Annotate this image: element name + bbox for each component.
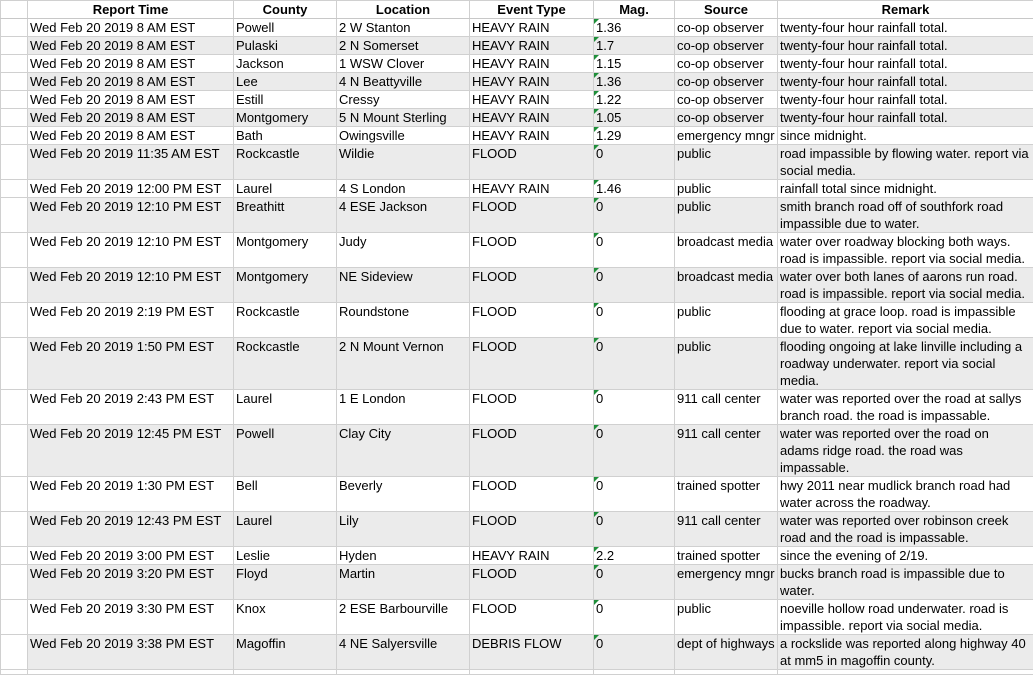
cell-location[interactable]: 2 N Somerset	[337, 37, 470, 55]
cell-mag[interactable]	[594, 303, 675, 338]
cell-mag[interactable]	[594, 477, 675, 512]
cell-event-type[interactable]: HEAVY RAIN	[470, 55, 594, 73]
cell-location[interactable]: 1 E London	[337, 390, 470, 425]
cell-event-type[interactable]: FLOOD	[470, 390, 594, 425]
cell-county[interactable]: Magoffin	[234, 635, 337, 670]
cell-mag[interactable]	[594, 233, 675, 268]
header-source[interactable]: Source	[675, 1, 778, 19]
table-row-partial	[1, 670, 1033, 675]
cell-county[interactable]: Bath	[234, 127, 337, 145]
row-header-cell[interactable]	[1, 303, 28, 338]
cell-report-time[interactable]: Wed Feb 20 2019 2:19 PM EST	[28, 303, 234, 338]
cell-source[interactable]: 911 call center	[675, 425, 778, 477]
cell-source[interactable]: co-op observer	[675, 55, 778, 73]
cell-remark[interactable]: road impassible by flowing water. report via social media.	[778, 145, 1033, 180]
cell-remark[interactable]: twenty-four hour rainfall total.	[778, 109, 1033, 127]
mag-value: 0	[596, 391, 604, 406]
row-header-cell[interactable]	[1, 565, 28, 600]
cell-source[interactable]: trained spotter	[675, 477, 778, 512]
mag-value: 1.7	[596, 38, 615, 53]
cell-source[interactable]: public	[675, 338, 778, 390]
cell-location[interactable]: 4 ESE Jackson	[337, 198, 470, 233]
cell-location[interactable]: 4 NE Salyersville	[337, 635, 470, 670]
cell-event-type[interactable]: FLOOD	[470, 512, 594, 547]
cell-county[interactable]: Floyd	[234, 565, 337, 600]
mag-value: 1.46	[596, 181, 622, 196]
empty-cell[interactable]	[675, 670, 778, 675]
cell-source[interactable]: broadcast media	[675, 268, 778, 303]
table-row	[1, 233, 1033, 268]
table-row	[1, 635, 1033, 670]
table-row	[1, 425, 1033, 477]
cell-mag[interactable]	[594, 127, 675, 145]
cell-event-type[interactable]: FLOOD	[470, 425, 594, 477]
error-indicator-icon	[594, 338, 599, 343]
cell-report-time[interactable]: Wed Feb 20 2019 8 AM EST	[28, 19, 234, 37]
empty-cell[interactable]	[1, 670, 28, 675]
cell-source[interactable]: 911 call center	[675, 512, 778, 547]
row-header-cell[interactable]	[1, 55, 28, 73]
mag-value: 1.22	[596, 92, 622, 107]
mag-value: 0	[596, 269, 604, 284]
cell-county[interactable]: Pulaski	[234, 37, 337, 55]
cell-event-type[interactable]: FLOOD	[470, 600, 594, 635]
cell-location[interactable]: Cressy	[337, 91, 470, 109]
table-row	[1, 477, 1033, 512]
row-header-cell[interactable]	[1, 180, 28, 198]
cell-report-time[interactable]: Wed Feb 20 2019 3:00 PM EST	[28, 547, 234, 565]
cell-location[interactable]: 2 ESE Barbourville	[337, 600, 470, 635]
cell-county[interactable]: Powell	[234, 425, 337, 477]
table-row	[1, 73, 1033, 91]
cell-county[interactable]: Laurel	[234, 512, 337, 547]
mag-value: 1.36	[596, 20, 622, 35]
cell-location[interactable]: Judy	[337, 233, 470, 268]
cell-county[interactable]: Knox	[234, 600, 337, 635]
cell-mag[interactable]	[594, 145, 675, 180]
cell-county[interactable]: Montgomery	[234, 233, 337, 268]
cell-source[interactable]: public	[675, 180, 778, 198]
cell-remark[interactable]: a rockslide was reported along highway 40 at mm5 in magoffin county.	[778, 635, 1033, 670]
cell-event-type[interactable]: HEAVY RAIN	[470, 127, 594, 145]
cell-source[interactable]: broadcast media	[675, 233, 778, 268]
cell-remark[interactable]: bucks branch road is impassible due to water.	[778, 565, 1033, 600]
header-mag[interactable]: Mag.	[594, 1, 675, 19]
row-header-cell[interactable]	[1, 73, 28, 91]
mag-value: 0	[596, 199, 604, 214]
cell-event-type[interactable]: FLOOD	[470, 477, 594, 512]
cell-report-time[interactable]: Wed Feb 20 2019 2:43 PM EST	[28, 390, 234, 425]
cell-mag[interactable]	[594, 37, 675, 55]
mag-value: 1.05	[596, 110, 622, 125]
cell-remark[interactable]: water was reported over robinson creek road and the road is impassable.	[778, 512, 1033, 547]
cell-remark[interactable]: water over both lanes of aarons run road. road is impassible. report via social media.	[778, 268, 1033, 303]
cell-report-time[interactable]: Wed Feb 20 2019 12:00 PM EST	[28, 180, 234, 198]
cell-event-type[interactable]: FLOOD	[470, 303, 594, 338]
header-county[interactable]: County	[234, 1, 337, 19]
error-indicator-icon	[594, 512, 599, 517]
error-indicator-icon	[594, 198, 599, 203]
cell-mag[interactable]	[594, 198, 675, 233]
cell-remark[interactable]: twenty-four hour rainfall total.	[778, 91, 1033, 109]
header-event-type[interactable]: Event Type	[470, 1, 594, 19]
row-header-cell[interactable]	[1, 338, 28, 390]
cell-event-type[interactable]: HEAVY RAIN	[470, 91, 594, 109]
cell-event-type[interactable]: FLOOD	[470, 565, 594, 600]
cell-mag[interactable]	[594, 268, 675, 303]
cell-remark[interactable]: twenty-four hour rainfall total.	[778, 73, 1033, 91]
mag-value: 0	[596, 601, 604, 616]
cell-location[interactable]: Roundstone	[337, 303, 470, 338]
cell-event-type[interactable]: FLOOD	[470, 268, 594, 303]
cell-source[interactable]: co-op observer	[675, 73, 778, 91]
cell-source[interactable]: co-op observer	[675, 109, 778, 127]
cell-remark[interactable]: since midnight.	[778, 127, 1033, 145]
cell-county[interactable]: Montgomery	[234, 268, 337, 303]
cell-source[interactable]: public	[675, 303, 778, 338]
cell-report-time[interactable]: Wed Feb 20 2019 3:30 PM EST	[28, 600, 234, 635]
cell-remark[interactable]: water was reported over the road at sallys branch road. the road is impassable.	[778, 390, 1033, 425]
error-indicator-icon	[594, 477, 599, 482]
cell-report-time[interactable]: Wed Feb 20 2019 12:45 PM EST	[28, 425, 234, 477]
table-row	[1, 390, 1033, 425]
cell-county[interactable]: Rockcastle	[234, 338, 337, 390]
mag-value: 1.36	[596, 74, 622, 89]
cell-event-type[interactable]: HEAVY RAIN	[470, 109, 594, 127]
cell-location[interactable]: NE Sideview	[337, 268, 470, 303]
empty-cell[interactable]	[28, 670, 234, 675]
mag-value: 0	[596, 146, 604, 161]
mag-value: 0	[596, 426, 604, 441]
cell-mag[interactable]	[594, 73, 675, 91]
cell-source[interactable]: trained spotter	[675, 547, 778, 565]
mag-value: 1.29	[596, 128, 622, 143]
header-location[interactable]: Location	[337, 1, 470, 19]
cell-location[interactable]: 2 W Stanton	[337, 19, 470, 37]
cell-location[interactable]: 1 WSW Clover	[337, 55, 470, 73]
cell-report-time[interactable]: Wed Feb 20 2019 12:10 PM EST	[28, 268, 234, 303]
cell-mag[interactable]	[594, 390, 675, 425]
row-header-cell[interactable]	[1, 37, 28, 55]
cell-remark[interactable]: water over roadway blocking both ways. road is impassible. report via social media.	[778, 233, 1033, 268]
empty-cell[interactable]	[337, 670, 470, 675]
cell-location[interactable]: Beverly	[337, 477, 470, 512]
empty-cell[interactable]	[470, 670, 594, 675]
cell-location[interactable]: Lily	[337, 512, 470, 547]
row-header-cell[interactable]	[1, 127, 28, 145]
row-header-cell[interactable]	[1, 390, 28, 425]
cell-location[interactable]: 2 N Mount Vernon	[337, 338, 470, 390]
cell-remark[interactable]: twenty-four hour rainfall total.	[778, 55, 1033, 73]
header-report-time[interactable]: Report Time	[28, 1, 234, 19]
mag-value: 0	[596, 566, 604, 581]
cell-location[interactable]: 4 S London	[337, 180, 470, 198]
cell-report-time[interactable]: Wed Feb 20 2019 8 AM EST	[28, 109, 234, 127]
empty-cell[interactable]	[594, 670, 675, 675]
error-indicator-icon	[594, 268, 599, 273]
cell-county[interactable]: Lee	[234, 73, 337, 91]
cell-mag[interactable]	[594, 512, 675, 547]
cell-source[interactable]: co-op observer	[675, 19, 778, 37]
cell-county[interactable]: Laurel	[234, 180, 337, 198]
row-header-cell[interactable]	[1, 425, 28, 477]
error-indicator-icon	[594, 600, 599, 605]
cell-event-type[interactable]: FLOOD	[470, 198, 594, 233]
table-row	[1, 91, 1033, 109]
cell-source[interactable]: co-op observer	[675, 37, 778, 55]
cell-mag[interactable]	[594, 19, 675, 37]
cell-location[interactable]: Wildie	[337, 145, 470, 180]
cell-mag[interactable]	[594, 338, 675, 390]
cell-report-time[interactable]: Wed Feb 20 2019 8 AM EST	[28, 91, 234, 109]
row-header-cell[interactable]	[1, 198, 28, 233]
cell-mag[interactable]	[594, 565, 675, 600]
table-row	[1, 198, 1033, 233]
row-header-cell[interactable]	[1, 109, 28, 127]
table-row	[1, 180, 1033, 198]
cell-remark[interactable]: twenty-four hour rainfall total.	[778, 19, 1033, 37]
table-row	[1, 109, 1033, 127]
cell-mag[interactable]	[594, 91, 675, 109]
cell-source[interactable]: emergency mngr	[675, 565, 778, 600]
row-header-cell[interactable]	[1, 91, 28, 109]
cell-county[interactable]: Powell	[234, 19, 337, 37]
cell-mag[interactable]	[594, 180, 675, 198]
mag-value: 1.15	[596, 56, 622, 71]
row-header-cell[interactable]	[1, 268, 28, 303]
cell-mag[interactable]	[594, 600, 675, 635]
error-indicator-icon	[594, 37, 599, 42]
cell-report-time[interactable]: Wed Feb 20 2019 11:35 AM EST	[28, 145, 234, 180]
cell-remark[interactable]: since the evening of 2/19.	[778, 547, 1033, 565]
cell-mag[interactable]	[594, 425, 675, 477]
cell-report-time[interactable]: Wed Feb 20 2019 3:20 PM EST	[28, 565, 234, 600]
cell-event-type[interactable]: FLOOD	[470, 338, 594, 390]
error-indicator-icon	[594, 180, 599, 185]
cell-county[interactable]: Laurel	[234, 390, 337, 425]
cell-remark[interactable]: rainfall total since midnight.	[778, 180, 1033, 198]
error-indicator-icon	[594, 127, 599, 132]
error-indicator-icon	[594, 145, 599, 150]
table-row	[1, 547, 1033, 565]
cell-remark[interactable]: water was reported over the road on adams ridge road. the road was impassable.	[778, 425, 1033, 477]
row-header-cell[interactable]	[1, 635, 28, 670]
empty-cell[interactable]	[234, 670, 337, 675]
cell-event-type[interactable]: FLOOD	[470, 145, 594, 180]
cell-county[interactable]: Bell	[234, 477, 337, 512]
error-indicator-icon	[594, 565, 599, 570]
table-row	[1, 37, 1033, 55]
cell-event-type[interactable]: HEAVY RAIN	[470, 180, 594, 198]
cell-source[interactable]: public	[675, 145, 778, 180]
table-row	[1, 127, 1033, 145]
cell-mag[interactable]	[594, 547, 675, 565]
cell-county[interactable]: Rockcastle	[234, 145, 337, 180]
header-remark[interactable]: Remark	[778, 1, 1033, 19]
cell-remark[interactable]: hwy 2011 near mudlick branch road had water across the roadway.	[778, 477, 1033, 512]
cell-county[interactable]: Breathitt	[234, 198, 337, 233]
cell-county[interactable]: Leslie	[234, 547, 337, 565]
table-row	[1, 565, 1033, 600]
cell-source[interactable]: public	[675, 600, 778, 635]
cell-source[interactable]: co-op observer	[675, 91, 778, 109]
cell-county[interactable]: Estill	[234, 91, 337, 109]
cell-report-time[interactable]: Wed Feb 20 2019 3:38 PM EST	[28, 635, 234, 670]
cell-remark[interactable]: noeville hollow road underwater. road is impassible. report via social media.	[778, 600, 1033, 635]
cell-remark[interactable]: flooding ongoing at lake linville including a roadway underwater. report via social media.	[778, 338, 1033, 390]
row-header-cell[interactable]	[1, 145, 28, 180]
error-indicator-icon	[594, 73, 599, 78]
empty-cell[interactable]	[778, 670, 1033, 675]
cell-source[interactable]: dept of highways	[675, 635, 778, 670]
row-header-cell[interactable]	[1, 600, 28, 635]
cell-county[interactable]: Jackson	[234, 55, 337, 73]
error-indicator-icon	[594, 303, 599, 308]
error-indicator-icon	[594, 425, 599, 430]
cell-mag[interactable]	[594, 109, 675, 127]
cell-location[interactable]: 4 N Beattyville	[337, 73, 470, 91]
cell-location[interactable]: Owingsville	[337, 127, 470, 145]
cell-event-type[interactable]: FLOOD	[470, 233, 594, 268]
cell-event-type[interactable]: HEAVY RAIN	[470, 37, 594, 55]
table-row	[1, 512, 1033, 547]
mag-value: 0	[596, 636, 604, 651]
cell-event-type[interactable]: DEBRIS FLOW	[470, 635, 594, 670]
cell-location[interactable]: 5 N Mount Sterling	[337, 109, 470, 127]
cell-report-time[interactable]: Wed Feb 20 2019 12:10 PM EST	[28, 233, 234, 268]
cell-remark[interactable]: smith branch road off of southfork road impassible due to water.	[778, 198, 1033, 233]
mag-value: 2.2	[596, 548, 615, 563]
error-indicator-icon	[594, 390, 599, 395]
table-row	[1, 19, 1033, 37]
cell-mag[interactable]	[594, 55, 675, 73]
cell-remark[interactable]: twenty-four hour rainfall total.	[778, 37, 1033, 55]
cell-mag[interactable]	[594, 635, 675, 670]
table-row	[1, 55, 1033, 73]
header-row	[1, 1, 1033, 19]
cell-source[interactable]: 911 call center	[675, 390, 778, 425]
cell-source[interactable]: emergency mngr	[675, 127, 778, 145]
mag-value: 0	[596, 478, 604, 493]
table-row	[1, 338, 1033, 390]
cell-report-time[interactable]: Wed Feb 20 2019 8 AM EST	[28, 73, 234, 91]
cell-report-time[interactable]: Wed Feb 20 2019 1:50 PM EST	[28, 338, 234, 390]
cell-report-time[interactable]: Wed Feb 20 2019 12:43 PM EST	[28, 512, 234, 547]
row-header-cell[interactable]	[1, 547, 28, 565]
error-indicator-icon	[594, 109, 599, 114]
cell-report-time[interactable]: Wed Feb 20 2019 8 AM EST	[28, 37, 234, 55]
cell-county[interactable]: Montgomery	[234, 109, 337, 127]
cell-source[interactable]: public	[675, 198, 778, 233]
cell-location[interactable]: Clay City	[337, 425, 470, 477]
error-indicator-icon	[594, 547, 599, 552]
row-header-cell[interactable]	[1, 477, 28, 512]
error-indicator-icon	[594, 55, 599, 60]
corner-cell[interactable]	[1, 1, 28, 19]
cell-county[interactable]: Rockcastle	[234, 303, 337, 338]
mag-value: 0	[596, 513, 604, 528]
cell-location[interactable]: Martin	[337, 565, 470, 600]
error-indicator-icon	[594, 91, 599, 96]
cell-location[interactable]: Hyden	[337, 547, 470, 565]
error-indicator-icon	[594, 19, 599, 24]
mag-value: 0	[596, 234, 604, 249]
row-header-cell[interactable]	[1, 19, 28, 37]
error-indicator-icon	[594, 233, 599, 238]
cell-event-type[interactable]: HEAVY RAIN	[470, 73, 594, 91]
cell-report-time[interactable]: Wed Feb 20 2019 8 AM EST	[28, 127, 234, 145]
table-row	[1, 145, 1033, 180]
table-row	[1, 268, 1033, 303]
table-row	[1, 303, 1033, 338]
cell-remark[interactable]: flooding at grace loop. road is impassible due to water. report via social media.	[778, 303, 1033, 338]
table-row	[1, 600, 1033, 635]
mag-value: 0	[596, 304, 604, 319]
cell-event-type[interactable]: HEAVY RAIN	[470, 19, 594, 37]
cell-event-type[interactable]: HEAVY RAIN	[470, 547, 594, 565]
cell-report-time[interactable]: Wed Feb 20 2019 8 AM EST	[28, 55, 234, 73]
mag-value: 0	[596, 339, 604, 354]
row-header-cell[interactable]	[1, 233, 28, 268]
cell-report-time[interactable]: Wed Feb 20 2019 12:10 PM EST	[28, 198, 234, 233]
cell-report-time[interactable]: Wed Feb 20 2019 1:30 PM EST	[28, 477, 234, 512]
error-indicator-icon	[594, 635, 599, 640]
row-header-cell[interactable]	[1, 512, 28, 547]
